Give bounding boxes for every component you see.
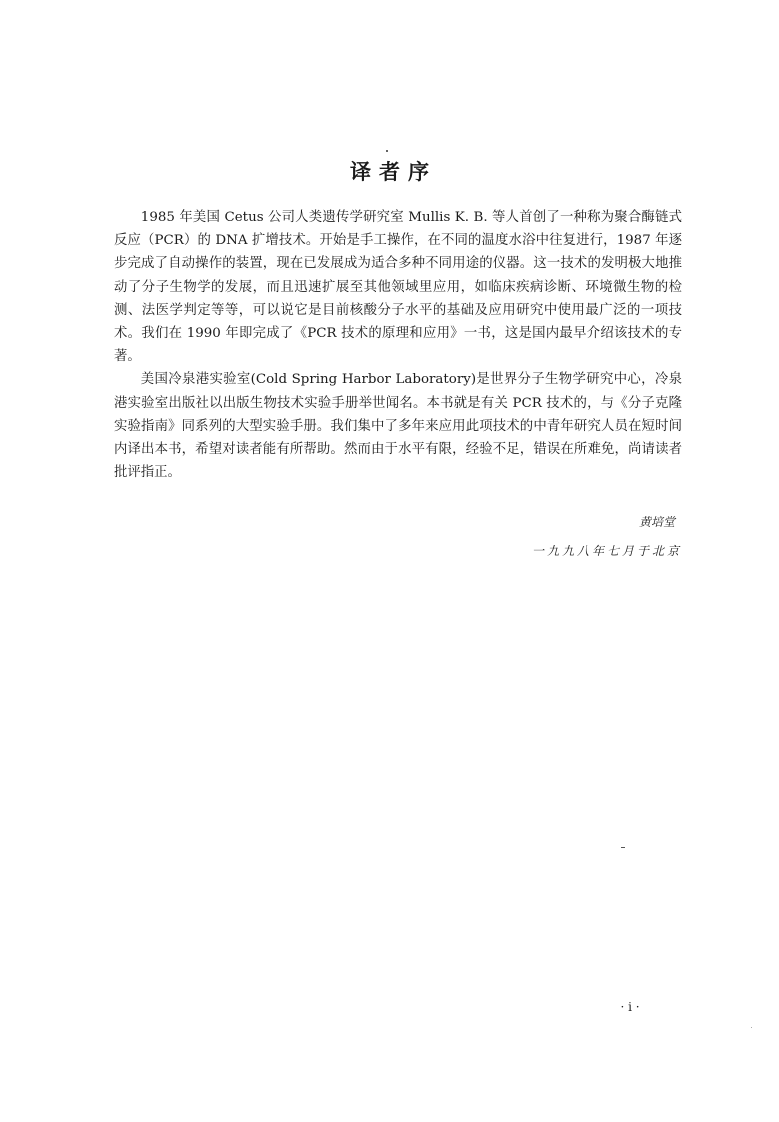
paragraph-1: 1985 年美国 Cetus 公司人类遗传学研究室 Mullis K. B. 等人首创了一种称为聚合酶链式反应（PCR）的 DNA 扩增技术。开始是手工操作，在不同的温度水浴中往复进行，1987 年逐步完成了自动操作的装置，现在已发展成为适合多种不同用途的仪器。这一技术的发明极大地推动了分子生物学的发展，而且迅速扩展至其他领域里应用，如临床疾病诊断、环境微生物的检测、法医学判定等等，可以说它是目前核酸分子水平的基础及应用研究中使用最广泛的一项技术。我们在 1990 年即完成了《PCR 技术的原理和应用》一书，这是国内最早介绍该技术的专著。 [114,210,682,365]
print-speck [621,847,625,848]
page-title: 译者序 [350,160,437,184]
page-number: · i · [620,1000,640,1014]
paragraph-2: 美国冷泉港实验室(Cold Spring Harbor Laboratory)是世界分子生物学研究中心，冷泉港实验室出版社以出版生物技术实验手册举世闻名。本书就是有关 PCR 技术的，与《分子克隆实验指南》同系列的大型实验手册。我们集中了多年来应用此项技术的中青年研究人员在短时间内译出本书，希望对读者能有所帮助。然而由于水平有限，经验不足，错误在所难免，尚请读者批评指正。 [114,372,682,481]
signature-name: 黄培堂 [638,515,675,529]
signature-date: 一九九八年七月于北京 [531,544,682,558]
preface-body [114,206,682,484]
print-speck [751,1027,752,1028]
print-speck [386,150,388,152]
